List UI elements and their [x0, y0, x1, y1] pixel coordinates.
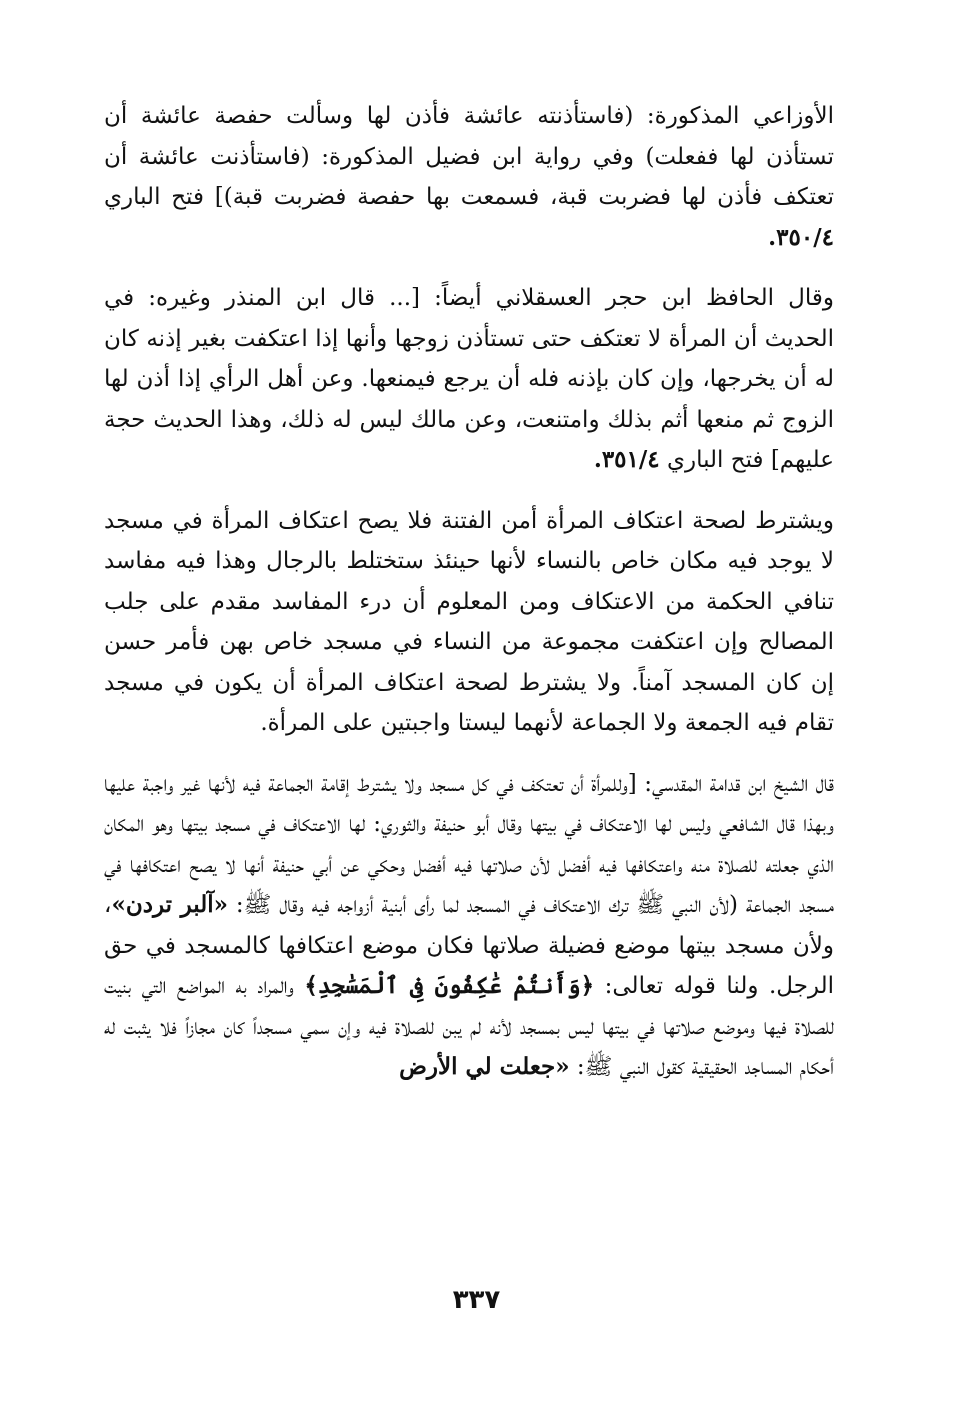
- paragraph-4-text-a: قال الشيخ ابن قدامة المقدسي: [وللمرأة أن تعتكف في كل مسجد ولا يشترط إقامة الجماعة فيه لأنها غير واجبة عليها وبهذا قال الشافعي وليس لها الاعتكاف في بيتها وقال أبو حنيفة والثوري: لها الاعتكاف في مسجد بيتها وهو المكان الذي جعلته للصلاة منه واعتكافها فيه أفضل لأن صلاتها فيه أفضل وحكي عن أبي حنيفة أنها لا يصح اعتكافها في مسجد الجماعة (لأن النبي ﷺ ترك الاعتكاف في المسجد لما رأى أبنية أزواجه فيه وقال ﷺ:: [104, 770, 834, 918]
- quran-verse: ﴿وَأَنتُمْ عَٰكِفُونَ فِى ٱلْمَسَٰجِدِ﴾: [304, 972, 595, 999]
- page-body: [104, 96, 834, 1088]
- paragraph-1-reference: ٣٥٠/٤.: [768, 223, 834, 251]
- paragraph-3-text: ويشترط لصحة اعتكاف المرأة أمن الفتنة فلا يصح اعتكاف المرأة في مسجد لا يوجد فيه مكان خاص بالنساء لأنها حينئذ ستختلط بالرجال وهذا فيه مفاسد تنافي الحكمة من الاعتكاف ومن المعلوم أن درء المفاسد مقدم على جلب المصالح وإن اعتكفت مجموعة من النساء في مسجد خاص بهن فأمر حسن إن كان المسجد آمناً. ولا يشترط لصحة اعتكاف المرأة أن يكون في مسجد تقام فيه الجمعة ولا الجماعة لأنهما ليستا واجبتين على المرأة.: [104, 507, 834, 736]
- paragraph-2-text: وقال الحافظ ابن حجر العسقلاني أيضاً: [... قال ابن المنذر وغيره: في الحديث أن المرأة لا تعتكف حتى تستأذن زوجها وأنها إذا اعتكفت بغير إذنه كان له أن يخرجها، وإن كان بإذنه فله أن يرجع فيمنعها. وعن أهل الرأي إذا أذن لها الزوج ثم منعها أثم بذلك وامتنعت، وعن مالك ليس له ذلك، وهذا الحديث حجة عليهم] فتح الباري: [104, 285, 834, 473]
- paragraph-2-reference: ٣٥١/٤.: [593, 446, 660, 473]
- paragraph-3: [104, 501, 834, 744]
- hadith-quote-1: «آلبر تردن»: [111, 891, 228, 918]
- paragraph-1: [104, 96, 834, 258]
- page-number: ٣٣٧: [452, 1285, 501, 1315]
- paragraph-4-text-c: والمراد به المواضع التي بنيت للصلاة فيها وموضع صلاتها في بيتها ليس بمسجد لأنه لم يبن للصلاة فيه وإن سمي مسجداً كان مجازاً فلا يثبت له أحكام المساجد الحقيقية كقول النبي ﷺ:: [104, 973, 834, 1080]
- paragraph-4-text-b: ، ولأن مسجد بيتها موضع فضيلة صلاتها فكان موضع اعتكافها كالمسجد في حق الرجل. ولنا قوله تعالى:: [104, 892, 835, 999]
- paragraph-2: [104, 278, 834, 481]
- paragraph-4: [104, 764, 834, 1088]
- paragraph-1-text: الأوزاعي المذكورة: (فاستأذنته عائشة فأذن لها وسألت حفصة عائشة أن تستأذن لها ففعلت) وفي رواية ابن فضيل المذكورة: (فاستأذنت عائشة أن تعتكف فأذن لها فضربت قبة، فسمعت بها حفصة فضربت قبة)] فتح الباري: [104, 103, 834, 210]
- hadith-quote-2: «جعلت لي الأرض: [399, 1053, 570, 1080]
